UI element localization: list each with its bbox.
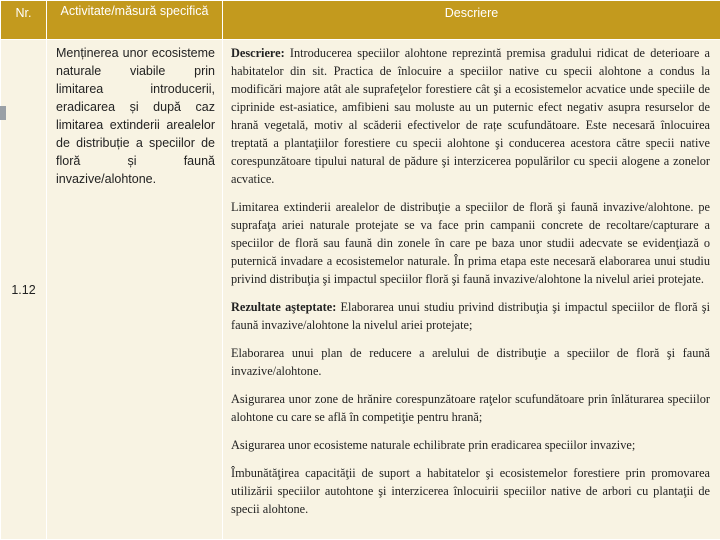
paragraph-lead: Descriere:: [231, 46, 285, 60]
description-paragraph: [231, 198, 710, 288]
paragraph-text: Asigurarea unor ecosisteme naturale echilibrate prin eradicarea speciilor invazive;: [231, 438, 636, 452]
description-paragraph: [231, 464, 710, 518]
header-activity: Activitate/măsură specifică: [47, 1, 223, 40]
side-marker: [0, 106, 6, 120]
table-row: [1, 40, 720, 540]
paragraph-text: Elaborarea unui studiu privind distribuţia şi impactul speciilor de floră şi faună invazive/alohtone la nivelul ariei protejate;: [231, 300, 710, 332]
description-paragraph: [231, 298, 710, 334]
row-activity: Menținerea unor ecosisteme naturale viabile prin limitarea introducerii, eradicarea și după caz limitarea extinderii arealelor de distribuție a speciilor de floră și faună invazive/alohtone.: [47, 40, 223, 540]
row-description: [223, 40, 720, 540]
header-nr: Nr.: [1, 1, 47, 40]
paragraph-text: Îmbunătăţirea capacităţii de suport a habitatelor şi ecosistemelor forestiere prin promovarea utilizării speciilor autohtone şi interzicerea înlocuirii speciilor native de arbori cu plantaţii de specii alohtone.: [231, 466, 710, 516]
table-header-row: [1, 1, 720, 40]
row-nr: 1.12: [11, 282, 36, 297]
description-paragraph: [231, 390, 710, 426]
paragraph-text: Introducerea speciilor alohtone reprezintă premisa gradului ridicat de deterioare a habitatelor din sit. Practica de înlocuire a speciilor native cu specii alohtone a condus la modificări majore atât ale suprafeţelor forestiere cât şi a ecosistemelor acvatice unde speciile de ciprinide est-asiatice, amfibieni sau moluste au un puternic efect negativ asupra resurselor de hrană vegetală, motiv al scăderii efectivelor de rațe scufundătoare. Este necesară înlocuirea treptată a plantaţiilor forestiere cu specii alohtone şi conducerea acestora către specii native corespunzătoare tipului natural de pădure şi interzicerea populărilor cu specii alogene a zonelor acvatice.: [231, 46, 710, 186]
description-paragraph: [231, 344, 710, 380]
header-description: Descriere: [223, 1, 720, 40]
row-nr-cell: [1, 40, 47, 540]
paragraph-text: Asigurarea unor zone de hrănire corespunzătoare raţelor scufundătoare prin înlăturarea speciilor alohtone cu care se află în competiţie pentru hrană;: [231, 392, 710, 424]
paragraph-lead: Rezultate aşteptate:: [231, 300, 337, 314]
paragraph-text: Elaborarea unui plan de reducere a arelului de distribuţie a speciilor de floră şi faună invazive/alohtone.: [231, 346, 710, 378]
description-paragraph: [231, 436, 710, 454]
paragraph-text: Limitarea extinderii arealelor de distribuţie a speciilor de floră şi faună invazive/alohtone. pe suprafaţa ariei naturale protejate se va face prin campanii concrete de recoltare/capturare a speciilor de floră sau faună din zonele în care pe baza unor studii adecvate se evidenţiază o puternică invadare a ecosistemelor naturale. În prima etapa este necesară elaborarea unui studiu privind distribuţia şi impactul speciilor floră şi faună invazive/alohtone la nivelul ariei protejate.: [231, 200, 710, 286]
description-paragraph: [231, 44, 710, 188]
